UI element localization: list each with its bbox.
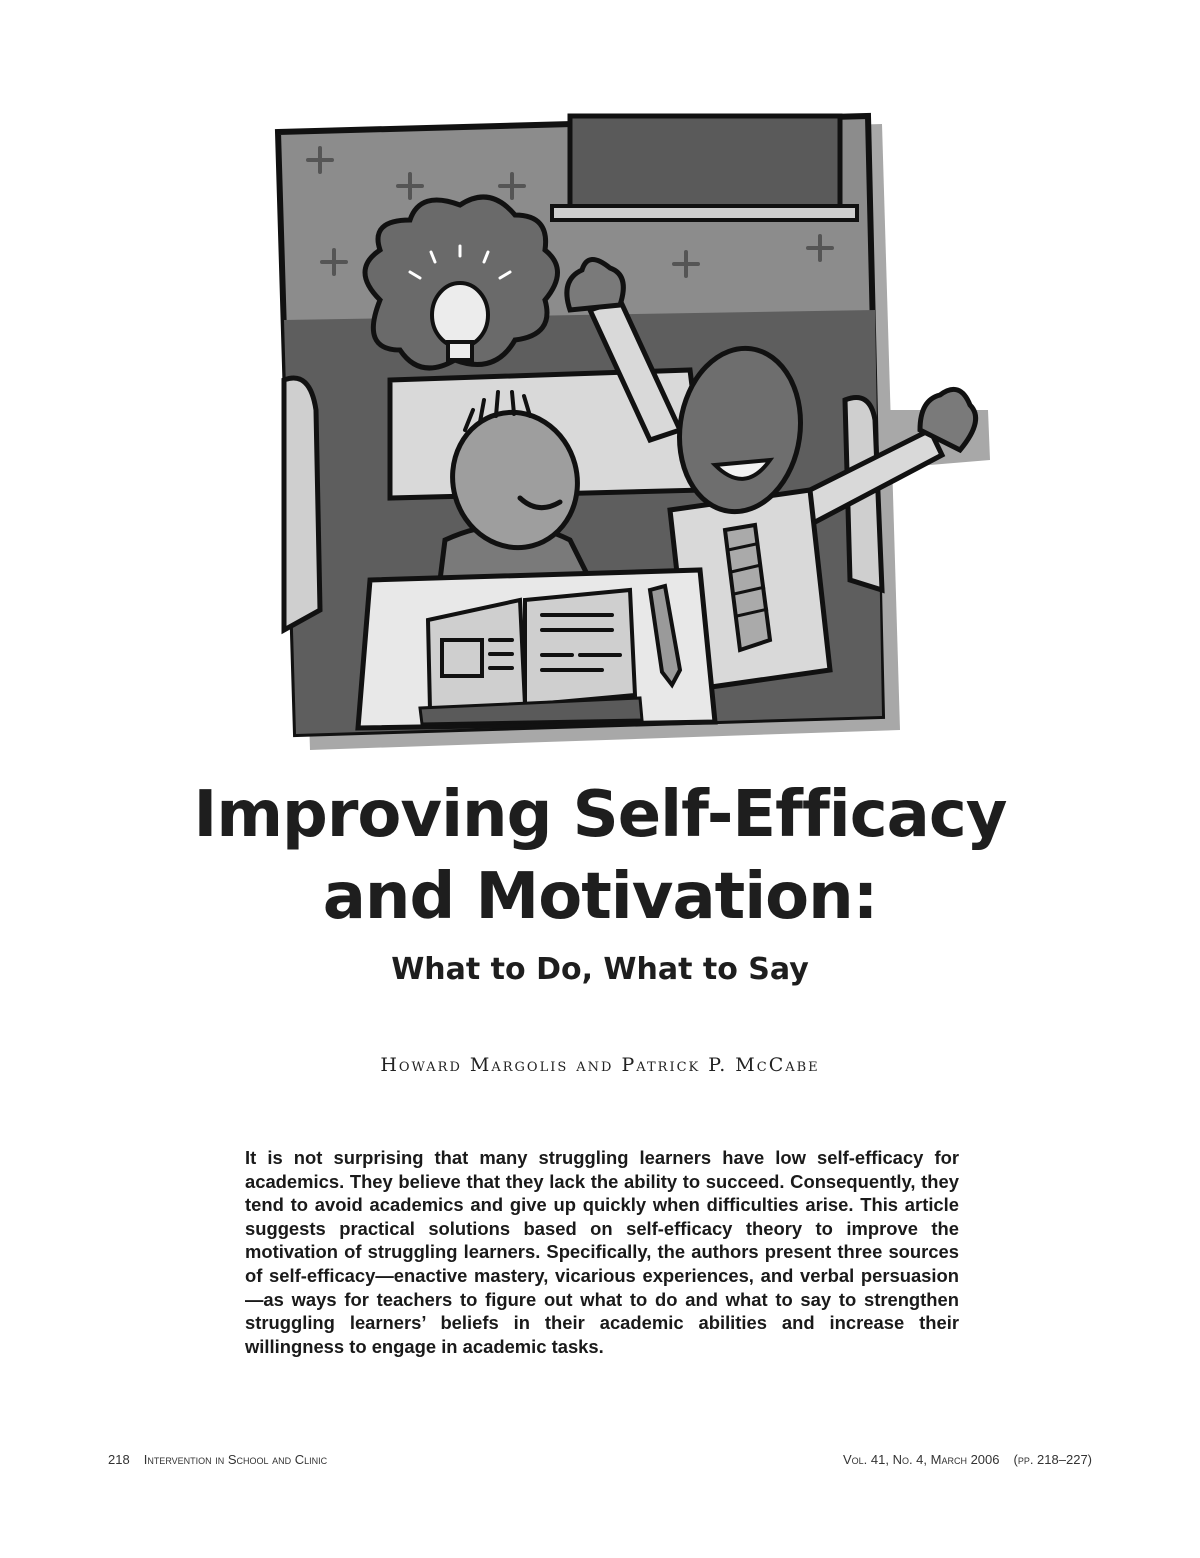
article-subtitle: What to Do, What to Say [391, 952, 809, 987]
classroom-illustration [270, 110, 1000, 750]
blackboard [570, 116, 840, 212]
article-authors: Howard Margolis and Patrick P. McCabe [380, 1054, 820, 1076]
article-abstract: It is not surprising that many struggling learners have low self-efficacy for academics. They believe that they lack the ability to succeed. Consequently, they tend to avoid academics and give up quickly when difficulties arise. This article suggests practical solutions based on self-efficacy theory to improve the motivation of struggling learners. Specifically, the authors present three sources of self-efficacy—enactive mastery, vicarious experiences, and verbal persuasion—as ways for teachers to figure out what to do and what to say to strengthen struggling learners’ beliefs in their academic abilities and increase their willingness to engage in academic tasks. [245, 1147, 959, 1357]
article-title-line-1: Improving Self-Efficacy [193, 778, 1007, 852]
footer-page-range: (pp. 218–227) [1013, 1452, 1092, 1467]
footer-issue: Vol. 41, No. 4, March 2006 [842, 1452, 1000, 1467]
board-ledge [552, 206, 857, 220]
footer-right [843, 1452, 1092, 1467]
article-title-line-2: and Motivation: [322, 860, 878, 934]
footer-page-number: 218 [108, 1452, 130, 1467]
chair-left [284, 378, 320, 630]
footer-journal-name: Intervention in School and Clinic [143, 1452, 328, 1467]
footer-left [108, 1452, 327, 1467]
